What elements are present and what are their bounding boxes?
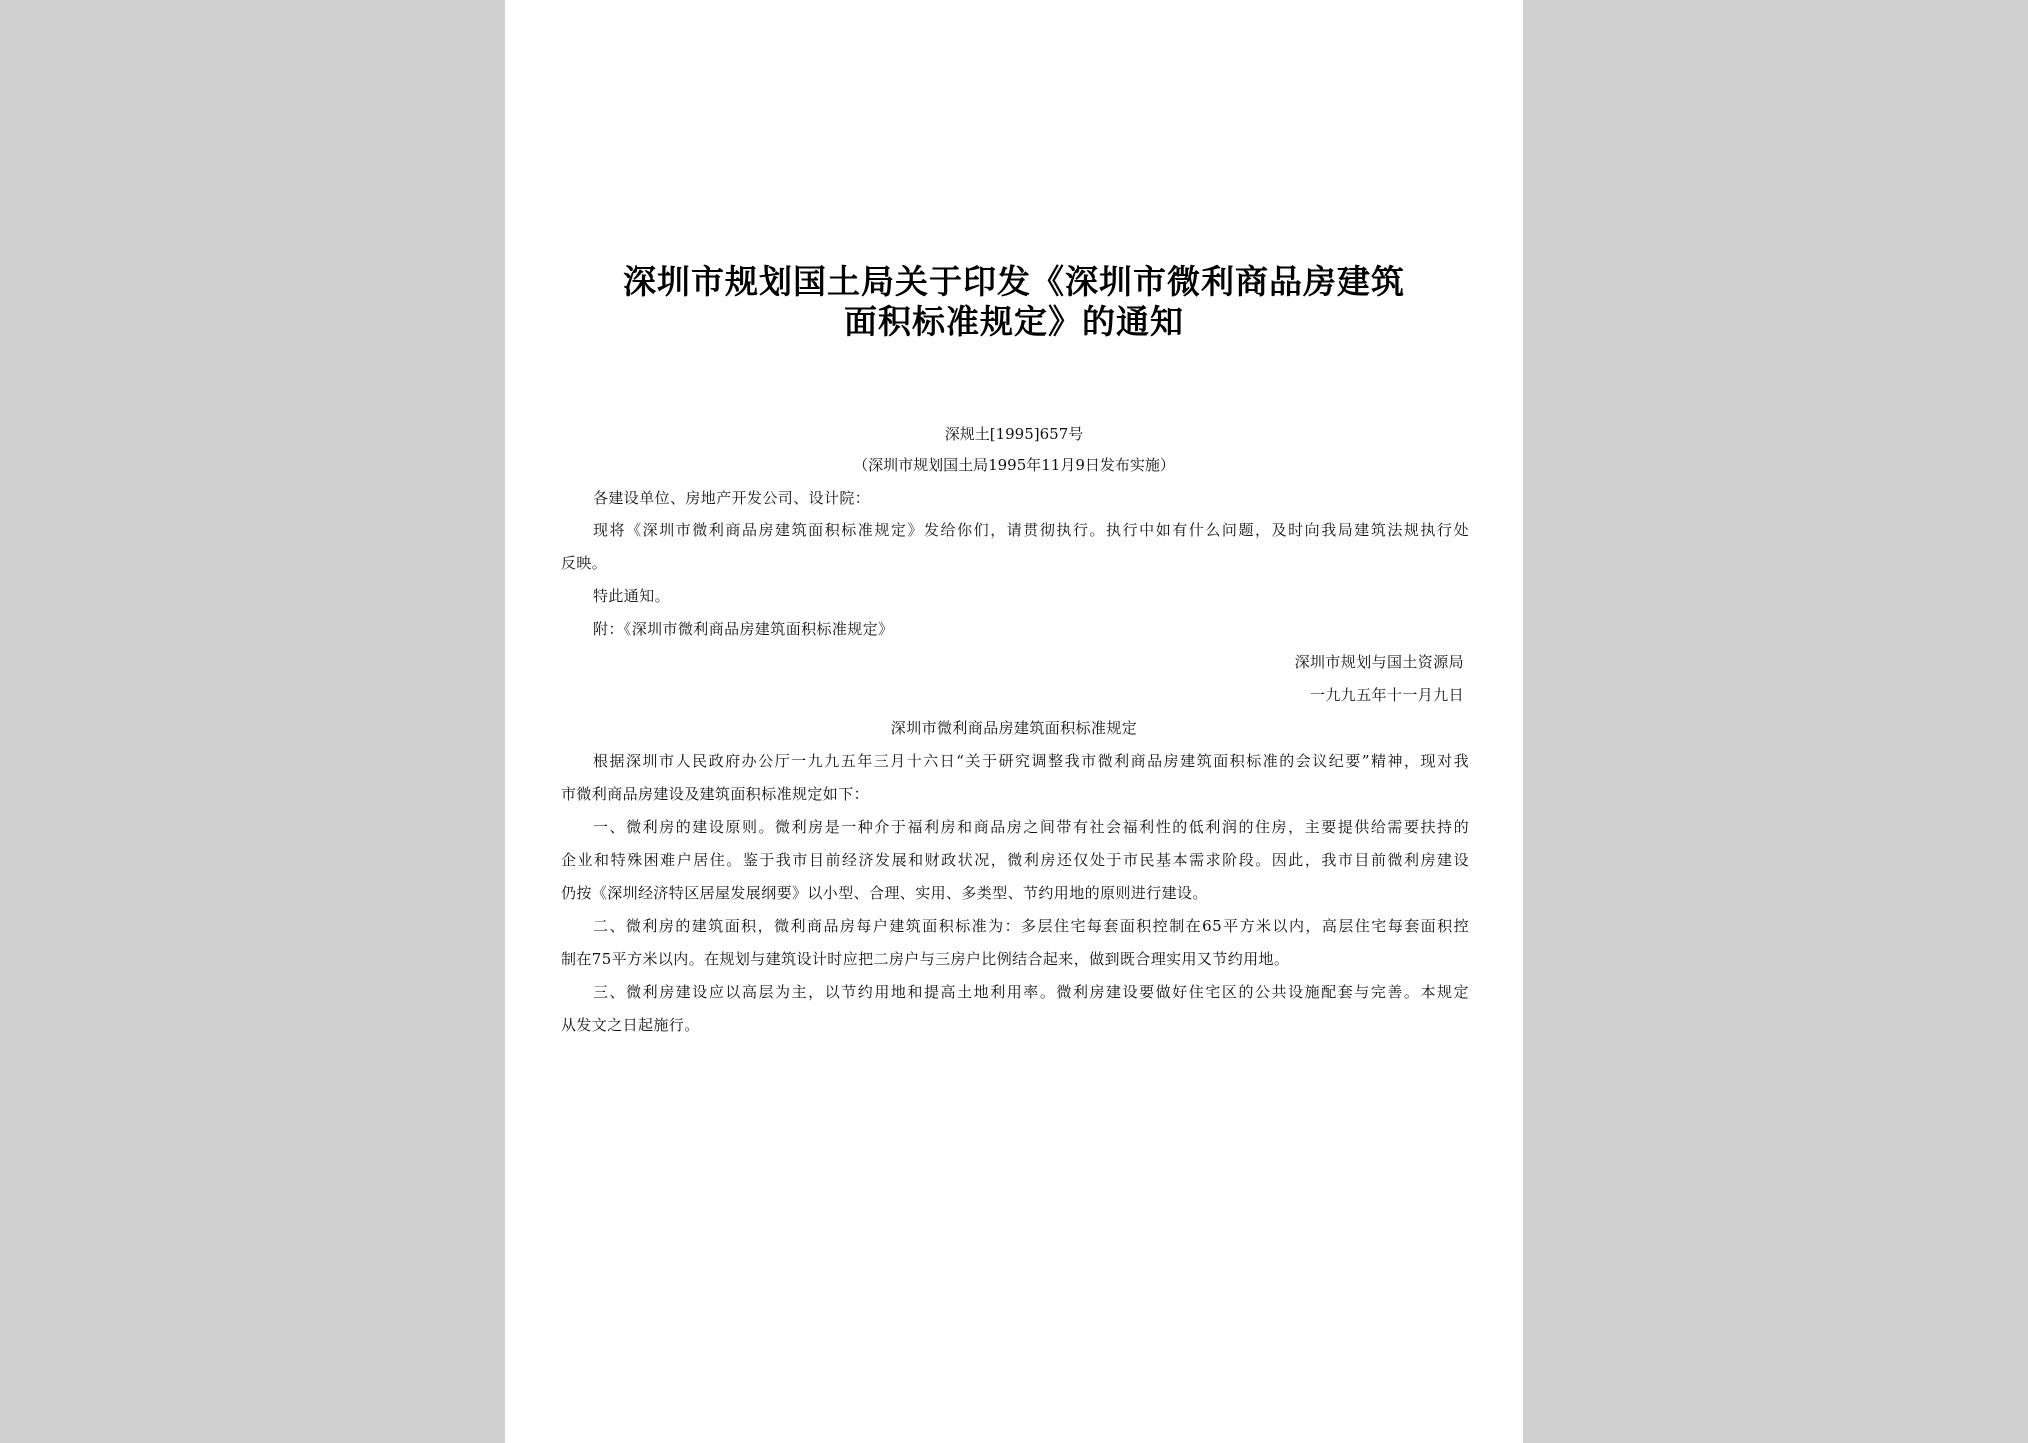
appendix-paragraph-1-line-2: 市微利商品房建设及建筑面积标准规定如下： [561,785,870,803]
body-paragraph-1-line-2: 反映。 [561,554,608,572]
appendix-paragraph-4-line-2: 从发文之日起施行。 [561,1016,700,1034]
document-number: 深规土[1995]657号 [944,425,1084,443]
document-title-line-2: 面积标准规定》的通知 [844,302,1184,341]
appendix-paragraph-2-line-3: 仍按《深圳经济特区居屋发展纲要》以小型、合理、实用、多类型、节约用地的原则进行建设。 [561,884,1208,902]
appendix-title: 深圳市微利商品房建筑面积标准规定 [890,719,1138,737]
issuance-note: （深圳市规划国土局1995年11月9日发布实施） [853,456,1175,474]
addressee: 各建设单位、房地产开发公司、设计院： [593,489,871,507]
appendix-paragraph-2-line-2: 企业和特殊困难户居住。鉴于我市目前经济发展和财政状况，微利房还仅处于市民基本需求阶段。因此，我市目前微利房建设 [561,851,1469,869]
document-title-line-1: 深圳市规划国土局关于印发《深圳市微利商品房建筑 [623,262,1405,301]
signature-date: 一九九五年十一月九日 [1309,686,1464,704]
appendix-paragraph-3-line-1: 二、微利房的建筑面积，微利商品房每户建筑面积标准为：多层住宅每套面积控制在65平方米以内，高层住宅每套面积控 [593,917,1469,935]
appendix-paragraph-3-line-2: 制在75平方米以内。在规划与建筑设计时应把二房户与三房户比例结合起来，做到既合理实用又节约用地。 [561,950,1290,968]
notice-line: 特此通知。 [593,587,671,605]
appendix-paragraph-2-line-1: 一、微利房的建设原则。微利房是一种介于福利房和商品房之间带有社会福利性的低利润的住房，主要提供给需要扶持的 [593,818,1469,836]
attachment-line: 附：《深圳市微利商品房建筑面积标准规定》 [593,620,894,638]
signature-organization: 深圳市规划与国土资源局 [1294,653,1464,671]
appendix-paragraph-1-line-1: 根据深圳市人民政府办公厅一九九五年三月十六日“关于研究调整我市微利商品房建筑面积标准的会议纪要”精神，现对我 [593,752,1469,770]
appendix-paragraph-4-line-1: 三、微利房建设应以高层为主，以节约用地和提高土地利用率。微利房建设要做好住宅区的公共设施配套与完善。本规定 [593,983,1469,1001]
body-paragraph-1-line-1: 现将《深圳市微利商品房建筑面积标准规定》发给你们，请贯彻执行。执行中如有什么问题，及时向我局建筑法规执行处 [593,521,1469,539]
document-page [505,0,1523,1443]
